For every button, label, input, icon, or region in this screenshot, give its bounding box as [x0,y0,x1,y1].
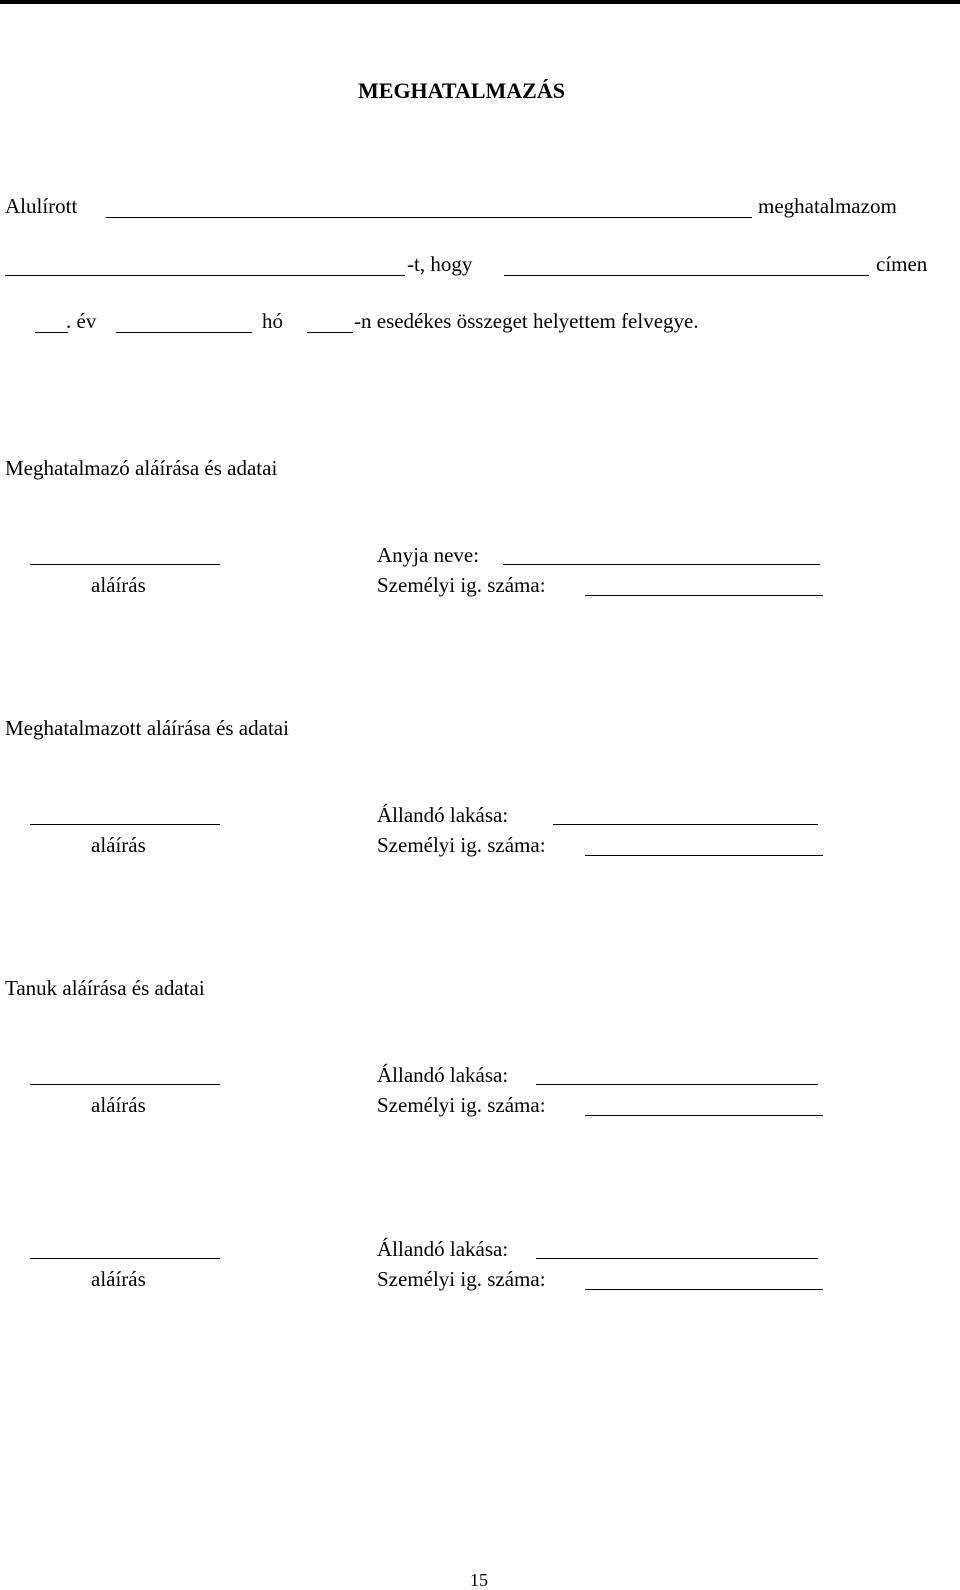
agent-id-line [585,855,823,856]
intro-alulirott: Alulírott [5,194,78,218]
document-title: MEGHATALMAZÁS [358,78,565,103]
agent-address-line [553,824,818,825]
witnesses-heading: Tanuk aláírása és adatai [5,976,205,1000]
principal-id-line [585,595,823,596]
principal-signature-line [30,564,220,565]
blank-address-line [504,275,869,276]
blank-name-line [106,217,752,218]
agent-signature-label: aláírás [91,833,146,857]
witness1-id-line [585,1115,823,1116]
agent-heading: Meghatalmazott aláírása és adatai [5,716,289,740]
agent-id-label: Személyi ig. száma: [377,833,546,857]
intro-rest: -n esedékes összeget helyettem felvegye. [354,309,699,333]
intro-t-hogy: -t, hogy [407,252,473,276]
witness1-signature-label: aláírás [91,1093,146,1117]
witness2-signature-label: aláírás [91,1267,146,1291]
blank-year-line [35,332,68,333]
blank-day-line [307,332,353,333]
principal-heading: Meghatalmazó aláírása és adatai [5,456,278,480]
witness1-address-label: Állandó lakása: [377,1063,509,1087]
intro-ho: hó [262,309,283,333]
witness1-id-label: Személyi ig. száma: [377,1093,546,1117]
principal-id-label: Személyi ig. száma: [377,573,546,597]
principal-mother-name-line [503,564,820,565]
witness2-id-label: Személyi ig. száma: [377,1267,546,1291]
witness2-id-line [585,1289,823,1290]
top-border [0,0,960,4]
intro-meghatalmazom: meghatalmazom [758,194,897,218]
witness1-address-line [536,1084,818,1085]
intro-cimen: címen [876,252,928,276]
witness2-signature-line [30,1258,220,1259]
page-number: 15 [470,1570,488,1590]
witness2-address-line [536,1258,818,1259]
witness1-signature-line [30,1084,220,1085]
principal-mother-name-label: Anyja neve: [377,543,480,567]
agent-address-label: Állandó lakása: [377,803,509,827]
witness2-address-label: Állandó lakása: [377,1237,509,1261]
principal-signature-label: aláírás [91,573,146,597]
blank-agent-line [5,275,405,276]
blank-month-line [116,332,252,333]
intro-ev: . év [66,309,97,333]
agent-signature-line [30,824,220,825]
